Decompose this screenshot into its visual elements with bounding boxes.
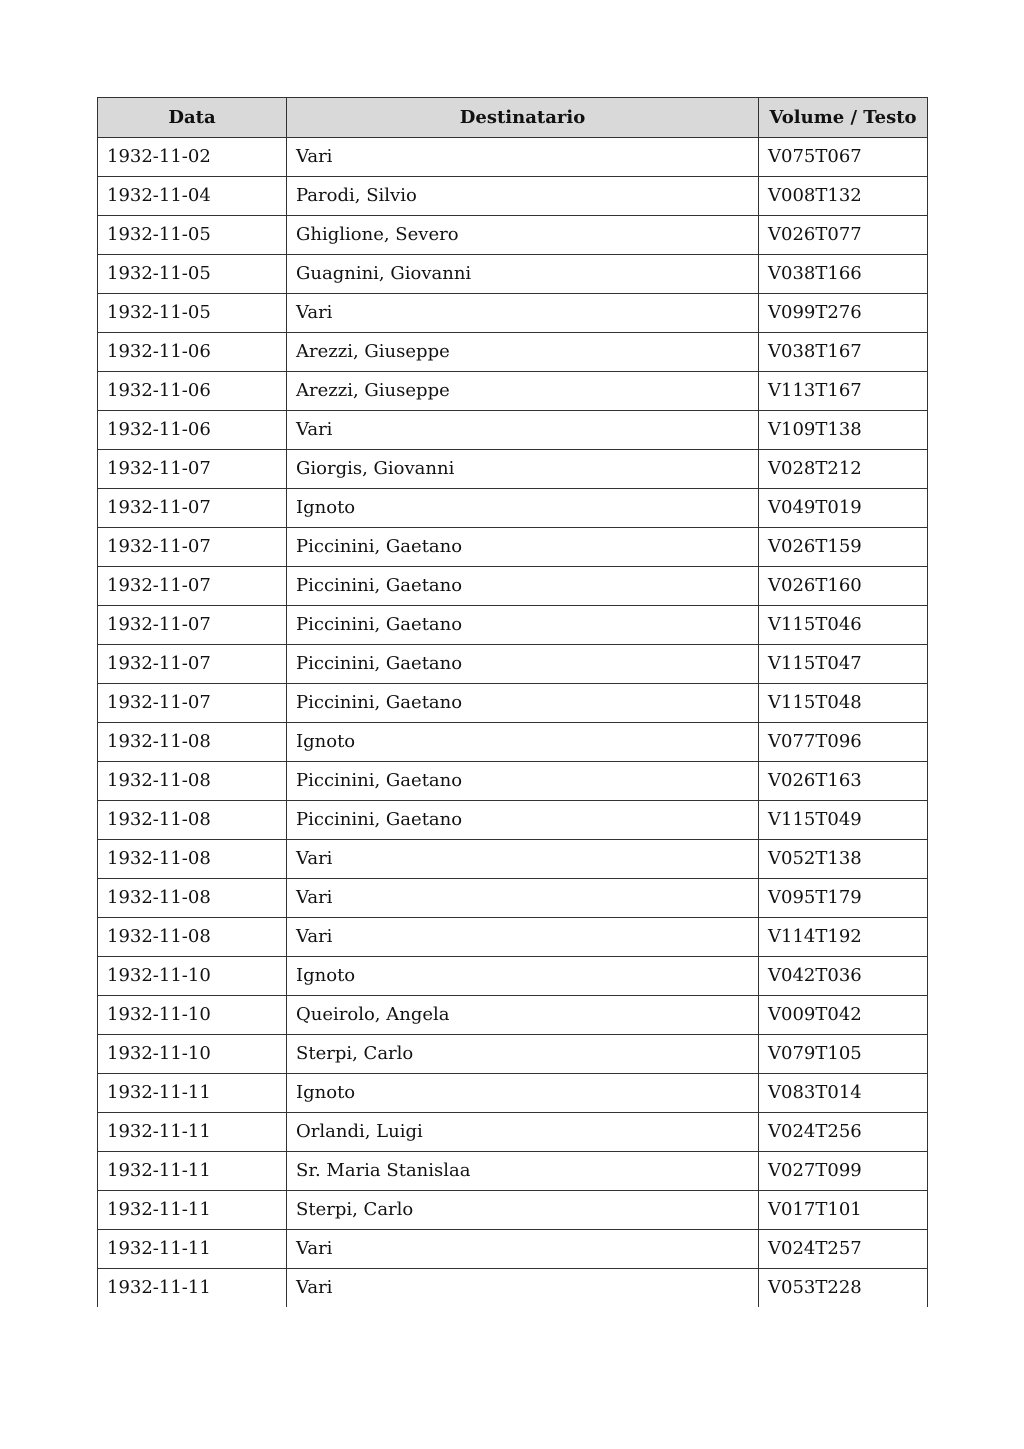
table-row xyxy=(98,255,928,294)
cell-volume-text: V026T163 xyxy=(759,762,928,801)
cell-recipient: Vari xyxy=(287,840,759,879)
cell-recipient: Arezzi, Giuseppe xyxy=(287,372,759,411)
cell-date: 1932-11-07 xyxy=(98,528,287,567)
table-row xyxy=(98,1035,928,1074)
cell-date: 1932-11-08 xyxy=(98,840,287,879)
cell-volume-text: V024T257 xyxy=(759,1230,928,1269)
cell-date: 1932-11-10 xyxy=(98,996,287,1035)
cell-volume-text: V008T132 xyxy=(759,177,928,216)
cell-recipient: Ignoto xyxy=(287,1074,759,1113)
table-row xyxy=(98,567,928,606)
cell-volume-text: V115T048 xyxy=(759,684,928,723)
cell-volume-text: V049T019 xyxy=(759,489,928,528)
cell-volume-text: V109T138 xyxy=(759,411,928,450)
cell-volume-text: V075T067 xyxy=(759,138,928,177)
cell-volume-text: V053T228 xyxy=(759,1269,928,1308)
cell-volume-text: V113T167 xyxy=(759,372,928,411)
cell-volume-text: V099T276 xyxy=(759,294,928,333)
table-row xyxy=(98,645,928,684)
table-row xyxy=(98,411,928,450)
cell-date: 1932-11-06 xyxy=(98,372,287,411)
cell-recipient: Vari xyxy=(287,411,759,450)
header-date: Data xyxy=(98,98,287,138)
cell-recipient: Vari xyxy=(287,1269,759,1308)
cell-recipient: Ghiglione, Severo xyxy=(287,216,759,255)
cell-date: 1932-11-11 xyxy=(98,1269,287,1308)
cell-volume-text: V115T049 xyxy=(759,801,928,840)
cell-recipient: Sterpi, Carlo xyxy=(287,1035,759,1074)
cell-date: 1932-11-10 xyxy=(98,957,287,996)
cell-date: 1932-11-08 xyxy=(98,723,287,762)
cell-volume-text: V114T192 xyxy=(759,918,928,957)
table-row xyxy=(98,684,928,723)
cell-recipient: Piccinini, Gaetano xyxy=(287,567,759,606)
cell-date: 1932-11-11 xyxy=(98,1074,287,1113)
cell-volume-text: V042T036 xyxy=(759,957,928,996)
cell-date: 1932-11-11 xyxy=(98,1191,287,1230)
table-row xyxy=(98,1191,928,1230)
cell-recipient: Orlandi, Luigi xyxy=(287,1113,759,1152)
cell-volume-text: V083T014 xyxy=(759,1074,928,1113)
cell-volume-text: V026T160 xyxy=(759,567,928,606)
cell-volume-text: V026T159 xyxy=(759,528,928,567)
cell-date: 1932-11-11 xyxy=(98,1230,287,1269)
cell-recipient: Piccinini, Gaetano xyxy=(287,801,759,840)
table-row xyxy=(98,294,928,333)
table-row xyxy=(98,957,928,996)
table-row xyxy=(98,840,928,879)
cell-volume-text: V052T138 xyxy=(759,840,928,879)
cell-recipient: Vari xyxy=(287,138,759,177)
table-row xyxy=(98,918,928,957)
table-header xyxy=(98,98,928,138)
table-row xyxy=(98,1269,928,1308)
cell-volume-text: V038T167 xyxy=(759,333,928,372)
table-row xyxy=(98,723,928,762)
table-body xyxy=(98,138,928,1308)
cell-volume-text: V077T096 xyxy=(759,723,928,762)
table-row xyxy=(98,216,928,255)
table-row xyxy=(98,177,928,216)
document-page xyxy=(97,97,927,1307)
cell-date: 1932-11-07 xyxy=(98,567,287,606)
cell-date: 1932-11-07 xyxy=(98,450,287,489)
cell-recipient: Piccinini, Gaetano xyxy=(287,606,759,645)
cell-date: 1932-11-08 xyxy=(98,918,287,957)
table-row xyxy=(98,1230,928,1269)
cell-date: 1932-11-08 xyxy=(98,762,287,801)
cell-recipient: Vari xyxy=(287,1230,759,1269)
cell-date: 1932-11-04 xyxy=(98,177,287,216)
header-volume-text: Volume / Testo xyxy=(759,98,928,138)
table-row xyxy=(98,138,928,177)
cell-recipient: Sterpi, Carlo xyxy=(287,1191,759,1230)
cell-date: 1932-11-11 xyxy=(98,1152,287,1191)
table-row xyxy=(98,879,928,918)
cell-date: 1932-11-02 xyxy=(98,138,287,177)
cell-recipient: Ignoto xyxy=(287,957,759,996)
cell-volume-text: V026T077 xyxy=(759,216,928,255)
cell-volume-text: V115T047 xyxy=(759,645,928,684)
cell-recipient: Ignoto xyxy=(287,489,759,528)
cell-recipient: Vari xyxy=(287,294,759,333)
table-row xyxy=(98,762,928,801)
cell-volume-text: V017T101 xyxy=(759,1191,928,1230)
cell-recipient: Ignoto xyxy=(287,723,759,762)
cell-recipient: Sr. Maria Stanislaa xyxy=(287,1152,759,1191)
table-row xyxy=(98,528,928,567)
cell-recipient: Piccinini, Gaetano xyxy=(287,762,759,801)
cell-volume-text: V028T212 xyxy=(759,450,928,489)
cell-date: 1932-11-08 xyxy=(98,801,287,840)
cell-volume-text: V038T166 xyxy=(759,255,928,294)
cell-volume-text: V079T105 xyxy=(759,1035,928,1074)
cell-recipient: Piccinini, Gaetano xyxy=(287,645,759,684)
cell-date: 1932-11-08 xyxy=(98,879,287,918)
cell-volume-text: V115T046 xyxy=(759,606,928,645)
table-row xyxy=(98,801,928,840)
cell-volume-text: V009T042 xyxy=(759,996,928,1035)
cell-recipient: Vari xyxy=(287,918,759,957)
cell-date: 1932-11-05 xyxy=(98,255,287,294)
cell-date: 1932-11-05 xyxy=(98,216,287,255)
cell-date: 1932-11-06 xyxy=(98,333,287,372)
cell-date: 1932-11-06 xyxy=(98,411,287,450)
table-row xyxy=(98,489,928,528)
header-recipient: Destinatario xyxy=(287,98,759,138)
cell-date: 1932-11-11 xyxy=(98,1113,287,1152)
table-row xyxy=(98,1152,928,1191)
letters-table xyxy=(97,97,928,1307)
table-row xyxy=(98,450,928,489)
table-row xyxy=(98,1113,928,1152)
cell-recipient: Piccinini, Gaetano xyxy=(287,684,759,723)
cell-recipient: Parodi, Silvio xyxy=(287,177,759,216)
cell-recipient: Queirolo, Angela xyxy=(287,996,759,1035)
cell-date: 1932-11-07 xyxy=(98,684,287,723)
header-row xyxy=(98,98,928,138)
cell-volume-text: V027T099 xyxy=(759,1152,928,1191)
cell-recipient: Arezzi, Giuseppe xyxy=(287,333,759,372)
cell-volume-text: V024T256 xyxy=(759,1113,928,1152)
cell-recipient: Giorgis, Giovanni xyxy=(287,450,759,489)
table-row xyxy=(98,333,928,372)
table-row xyxy=(98,1074,928,1113)
cell-volume-text: V095T179 xyxy=(759,879,928,918)
cell-date: 1932-11-10 xyxy=(98,1035,287,1074)
cell-date: 1932-11-05 xyxy=(98,294,287,333)
table-row xyxy=(98,372,928,411)
cell-date: 1932-11-07 xyxy=(98,489,287,528)
cell-date: 1932-11-07 xyxy=(98,606,287,645)
table-row xyxy=(98,606,928,645)
cell-recipient: Piccinini, Gaetano xyxy=(287,528,759,567)
cell-recipient: Guagnini, Giovanni xyxy=(287,255,759,294)
cell-recipient: Vari xyxy=(287,879,759,918)
table-row xyxy=(98,996,928,1035)
cell-date: 1932-11-07 xyxy=(98,645,287,684)
